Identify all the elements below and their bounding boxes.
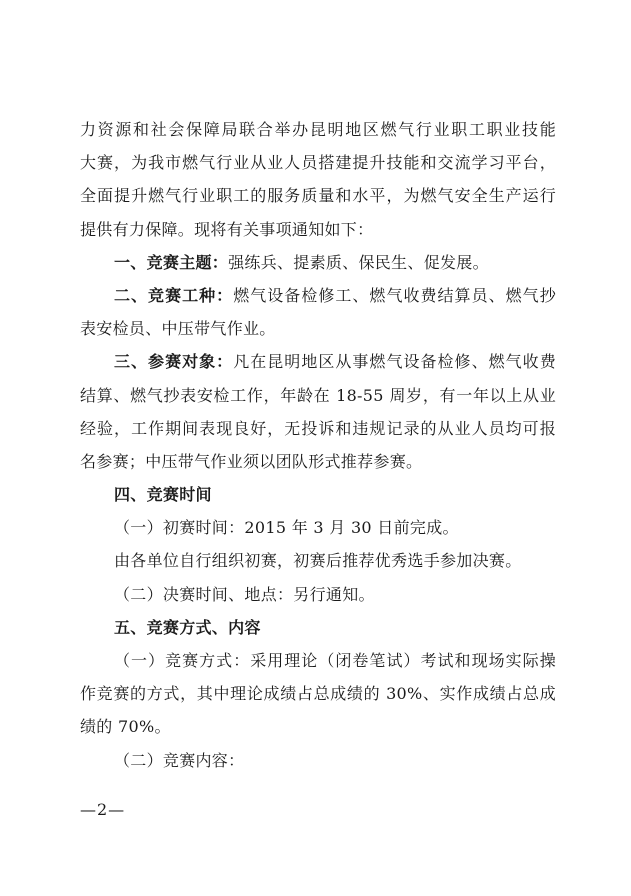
section-2-heading: 二、竞赛工种： — [114, 285, 234, 305]
section-5-item-1: （一）竞赛方式：采用理论（闭卷笔试）考试和现场实际操 — [114, 651, 556, 670]
intro-line-3: 全面提升燃气行业职工的服务质量和水平，为燃气安全生产运行 — [80, 186, 556, 206]
section-5-item-1-cont-1: 作竞赛的方式，其中理论成绩占总成绩的 30%、实作成绩占总成 — [80, 684, 556, 704]
page-number: —2— — [80, 800, 126, 819]
section-2-text: 燃气设备检修工、燃气收费结算员、燃气抄 — [233, 285, 556, 305]
section-3-heading: 三、参赛对象： — [114, 352, 234, 372]
section-4-item-2: （二）决赛时间、地点：另行通知。 — [114, 584, 375, 604]
section-2 — [80, 279, 556, 312]
section-2-cont: 表安检员、中压带气作业。 — [80, 319, 276, 339]
section-1 — [80, 246, 556, 279]
section-4-note: 由各单位自行组织初赛，初赛后推荐优秀选手参加决赛。 — [114, 551, 522, 571]
intro-line-1: 力资源和社会保障局联合举办昆明地区燃气行业职工职业技能 — [80, 120, 556, 139]
intro-line-2: 大赛，为我市燃气行业从业人员搭建提升技能和交流学习平台， — [80, 153, 556, 173]
section-5-item-2: （二）竞赛内容： — [114, 750, 245, 770]
section-3-text: 凡在昆明地区从事燃气设备检修、燃气收费 — [233, 352, 556, 372]
intro-line-4: 提供有力保障。现将有关事项通知如下： — [80, 219, 374, 239]
section-5-item-1-cont-2: 绩的 70%。 — [80, 717, 171, 737]
section-1-text: 强练兵、提素质、保民生、促发展。 — [228, 252, 489, 272]
body-text — [80, 113, 556, 777]
section-1-heading: 一、竞赛主题： — [114, 252, 229, 272]
section-3 — [80, 345, 556, 378]
section-3-cont-2: 经验，工作期间表现良好，无投诉和违规记录的从业人员均可报 — [80, 418, 556, 438]
section-4-item-1: （一）初赛时间：2015 年 3 月 30 日前完成。 — [114, 518, 459, 538]
section-5-heading: 五、竞赛方式、内容 — [114, 617, 261, 637]
section-3-cont-3: 名参赛；中压带气作业须以团队形式推荐参赛。 — [80, 451, 423, 471]
section-4-heading: 四、竞赛时间 — [114, 485, 212, 505]
section-3-cont-1: 结算、燃气抄表安检工作，年龄在 18-55 周岁，有一年以上从业 — [80, 385, 556, 405]
